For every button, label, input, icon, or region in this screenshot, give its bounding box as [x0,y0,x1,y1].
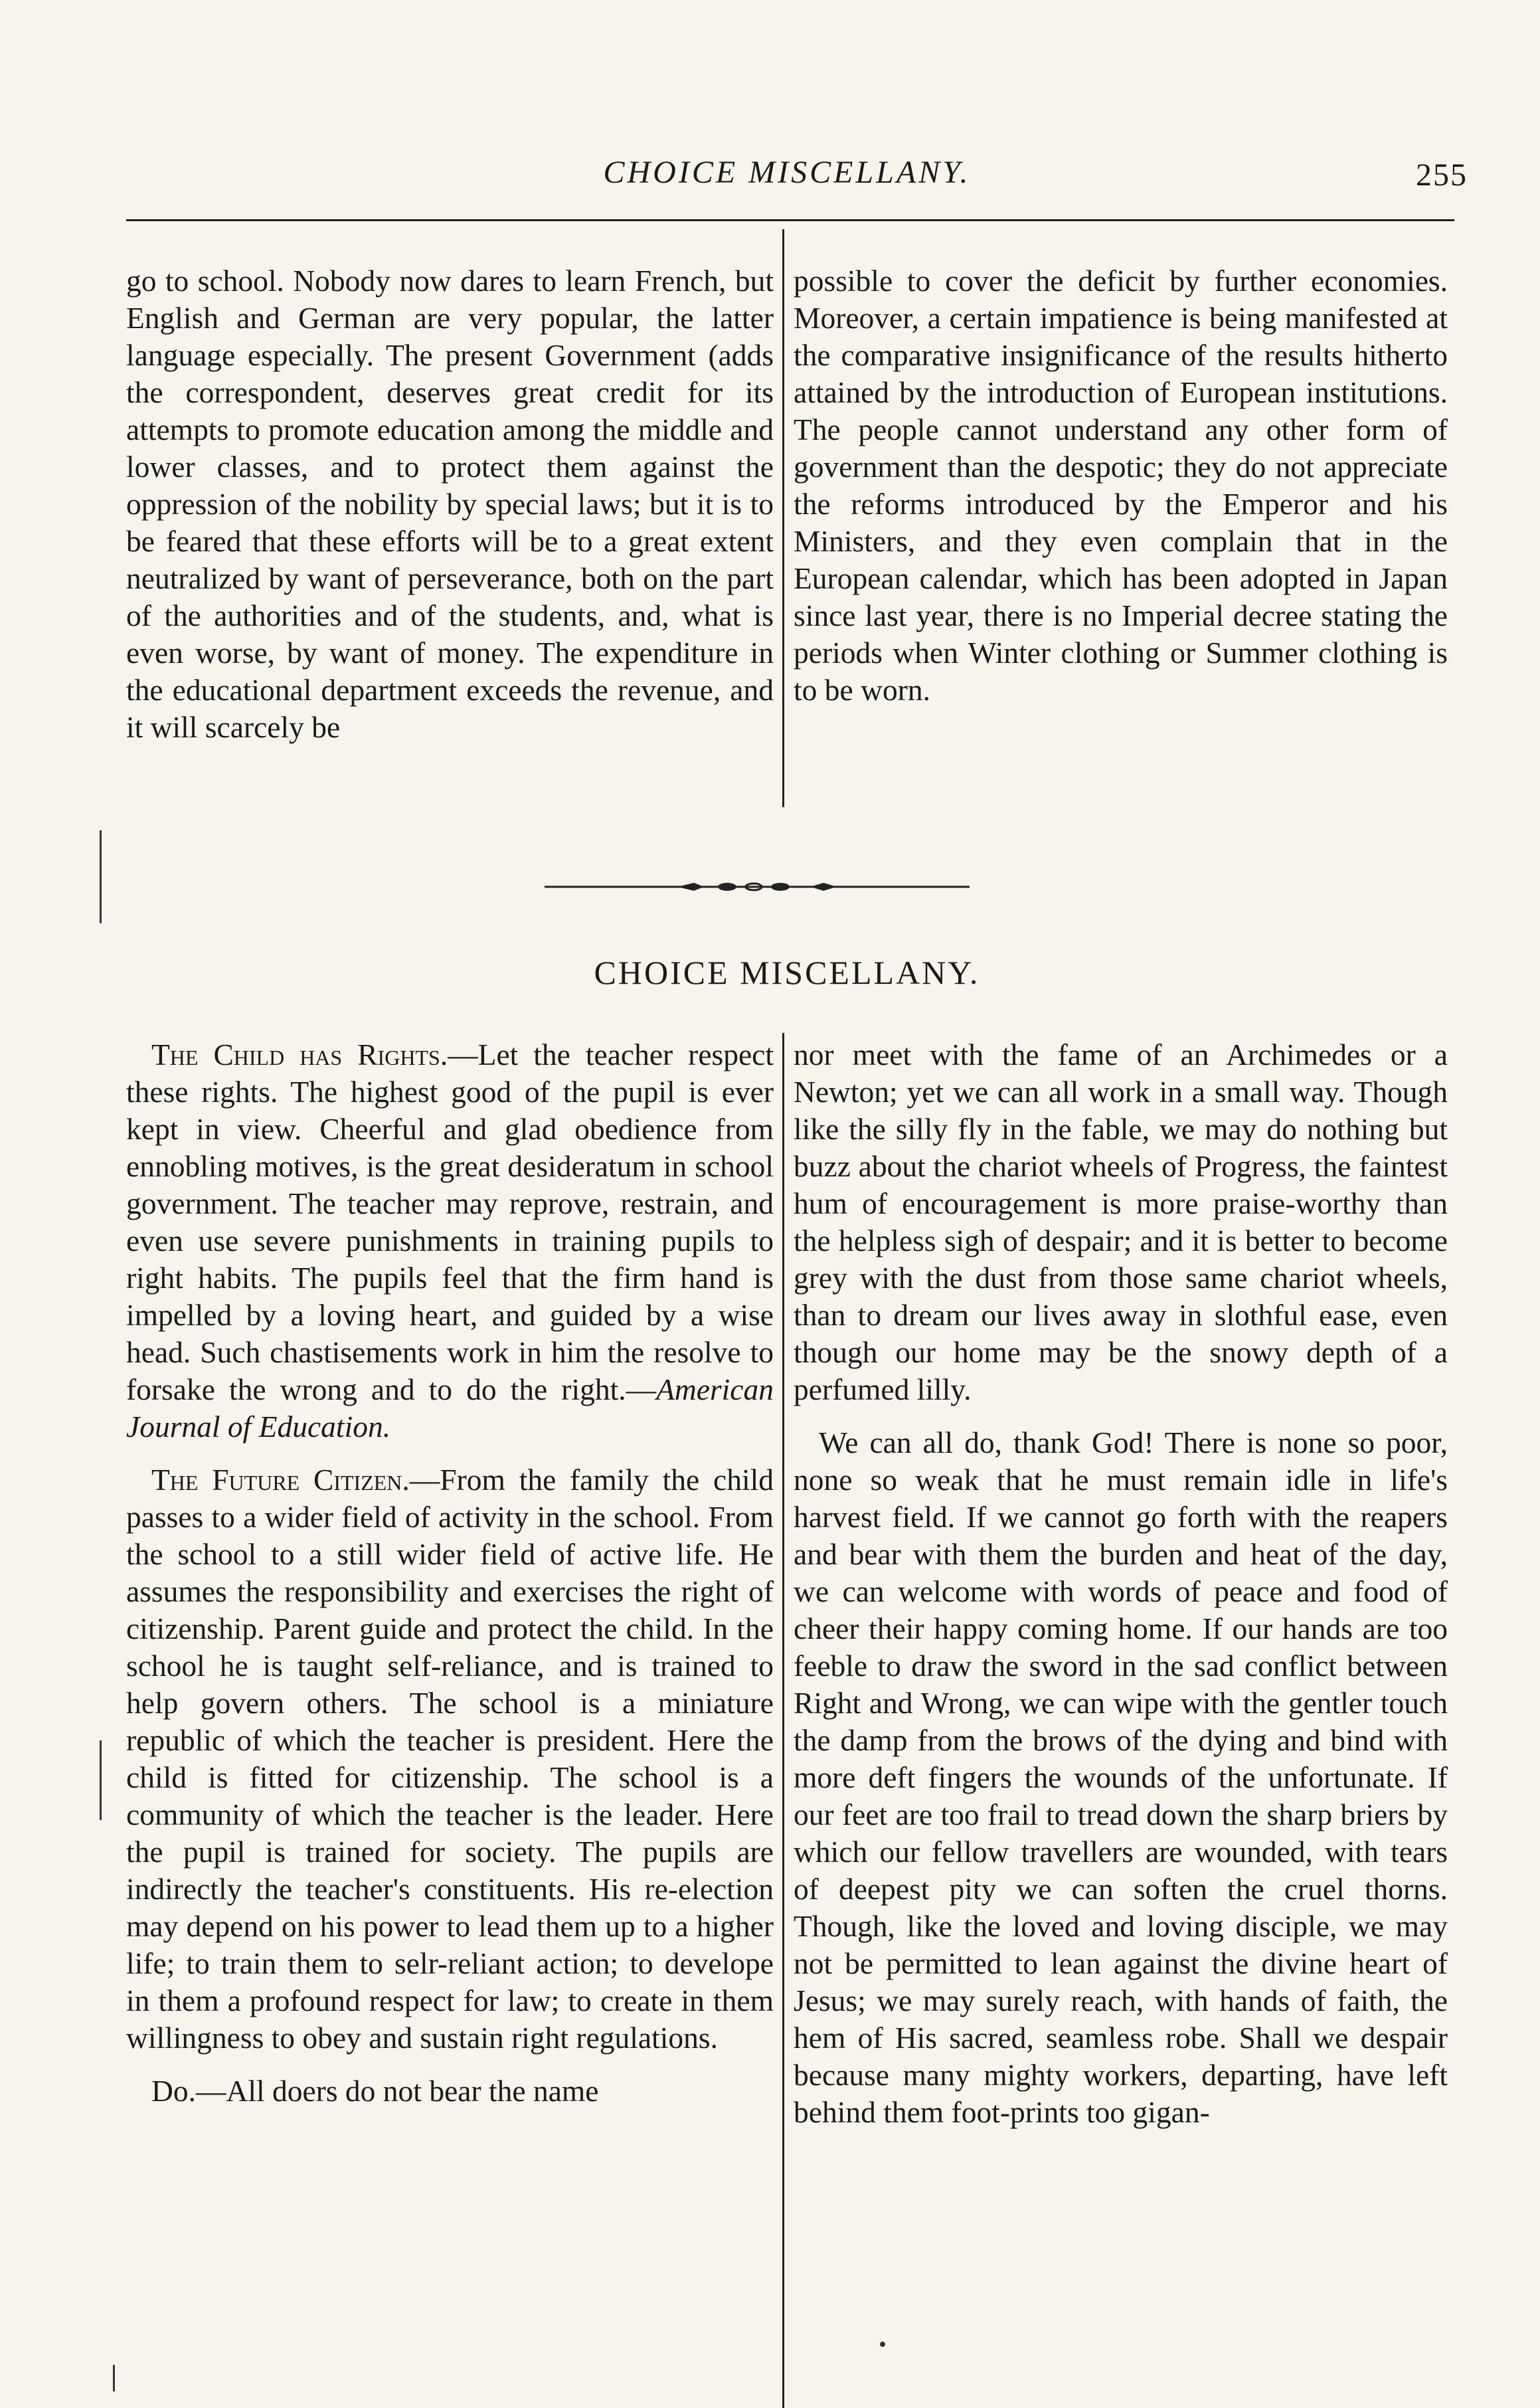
article-body: —From the family the child passes to a wider field of activity in the school. From the school to a still wider field of active life. He assumes the responsibility and exercises the right of citizenship. Parent guide and protect the child. In the school he is taught self-reliance, and is trained to help govern others. The school is a miniature republic of which the teacher is president. Here the child is fitted for citizenship. The school is a community of which the teacher is the leader. Here the pupil is trained for society. The pupils are indirectly the teacher's constituents. His re-election may depend on his power to lead them up to a higher life; to train them to selr-reliant action; to develope in them a profound respect for law; to create in them willingness to obey and sustain right regulations. [126,1463,774,2055]
top-right-text: possible to cover the deficit by further economies. Moreover, a certain impatience is being manifested at the comparative insignificance of the results hitherto attained by the introduction of European institutions. The people cannot understand any other form of government than the despotic; they do not appreciate the reforms introduced by the Emperor and his Ministers, and they even complain that in the European calendar, which has been adopted in Japan since last year, there is no Imperial decree stating the periods when Winter clothing or Summer clothing is to be worn. [794,264,1448,707]
top-right-column [794,262,1448,709]
article-heading: The Child has Rights. [151,1038,448,1071]
column-divider-bottom [782,1033,784,2408]
article-heading: Do. [151,2074,196,2108]
header-rule [126,219,1454,221]
page-speck [880,2342,885,2347]
article-body: —Let the teacher respect these rights. The highest good of the pupil is ever kept in view. Cheerful and glad obedience from ennobling motives, is the great desideratum in school government. The teacher may reprove, restrain, and even use severe punishments in training pupils to right habits. The pupils feel that the firm hand is impelled by a loving heart, and guided by a wise head. Such chastisements work in him the resolve to forsake the wrong and to do the right.— [126,1038,774,1406]
article-future-citizen [126,1461,774,2057]
margin-mark [113,2365,115,2391]
bottom-right-column [794,1036,1448,2131]
article-body: —All doers do not bear the name [195,2074,599,2108]
page-number: 255 [1416,157,1468,193]
section-title: CHOICE MISCELLANY. [594,954,980,991]
ornamental-divider [545,877,970,897]
top-left-text: go to school. Nobody now dares to learn French, but English and German are very popular, the latter language especially. The present Government (adds the correspondent, deserves great credit for its attempts to promote education among the middle and lower classes, and to protect them against the oppression of the nobility by special laws; but it is to be feared that these efforts will be to a great extent neutralized by want of perseverance, both on the part of the authorities and of the students, and, what is even worse, by want of money. The expenditure in the educational department exceeds the revenue, and it will scarcely be [126,264,774,744]
running-head [126,154,1468,207]
article-do-continued: nor meet with the fame of an Archimedes or a Newton; yet we can all work in a small way. Though like the silly fly in the fable, we may do nothing but buzz about the chariot wheels of Progress, the faintest hum of encouragement is more praise-worthy than the helpless sigh of despair; and it is better to become grey with the dust from those same chariot wheels, than to dream our lives away in slothful ease, even though our home may be the snowy depth of a perfumed lilly. [794,1038,1448,1406]
article-child-rights [126,1036,774,1445]
margin-mark [100,830,102,923]
article-source: American Journal of Education. [126,1372,774,1443]
article-do [126,2073,774,2110]
column-divider-top [782,229,784,807]
article-heading: The Future Citizen. [151,1463,410,1497]
bottom-left-column [126,1036,774,2110]
running-title: CHOICE MISCELLANY. [603,155,971,190]
article-we-can-all-do: We can all do, thank God! There is none so poor, none so weak that he must remain idle in life's harvest field. If we cannot go forth with the reapers and bear with them the burden and heat of the day, we can welcome with words of peace and food of cheer their happy coming home. If our hands are too feeble to draw the sword in the sad conflict between Right and Wrong, we can wipe with the gentler touch the damp from the brows of the dying and bind with more deft fingers the wounds of the unfortunate. If our feet are too frail to tread down the sharp briers by which our fellow travellers are wounded, with tears of deepest pity we can soften the cruel thorns. Though, like the loved and loving disciple, we may not be permitted to lean against the divine heart of Jesus; we may surely reach, with hands of faith, the hem of His sacred, seamless robe. Shall we despair because many mighty workers, departing, have left behind them foot-prints too gigan- [794,1426,1448,2129]
top-left-column [126,262,774,746]
margin-mark [100,1740,102,1820]
